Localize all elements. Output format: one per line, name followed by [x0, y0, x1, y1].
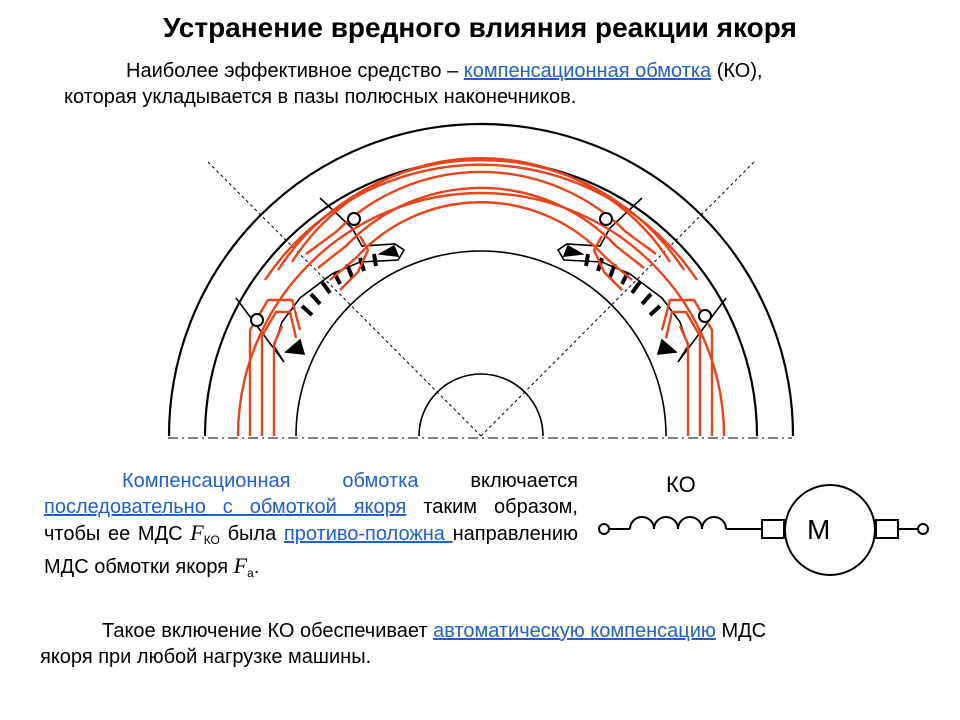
- brush-right: [876, 520, 898, 538]
- series-connection-link[interactable]: последовательно с обмоткой якоря: [44, 496, 407, 518]
- coil-symbol: [630, 517, 726, 529]
- input-terminal: [599, 524, 609, 534]
- series-connection-text: Компенсационная обмотка включается последовательно с обмоткой якоря таким образом, чтобы ее МДС $F_{КО}$ была противо-положна направлению МДС обмотки якоря $F_а$.: [44, 470, 578, 580]
- brush-left: [762, 520, 784, 538]
- automatic-compensation-link[interactable]: автоматическую компенсацию: [433, 620, 716, 642]
- conclusion-text: Такое включение КО обеспечивает автоматическую компенсацию МДС якоря при любой нагрузке машины.: [40, 620, 767, 668]
- motor-label: М: [807, 514, 831, 545]
- slide-title: Устранение вредного влияния реакции якоря: [163, 12, 797, 43]
- compensating-winding-link[interactable]: компенсационная обмотка: [463, 60, 712, 82]
- coil-label: КО: [666, 472, 696, 497]
- opposite-direction-link[interactable]: противо-положна: [283, 523, 453, 545]
- intro-text: Наиболее эффективное средство – компенсационная обмотка (КО), которая укладывается в пазы полюсных наконечников.: [64, 60, 763, 108]
- output-terminal: [918, 524, 928, 534]
